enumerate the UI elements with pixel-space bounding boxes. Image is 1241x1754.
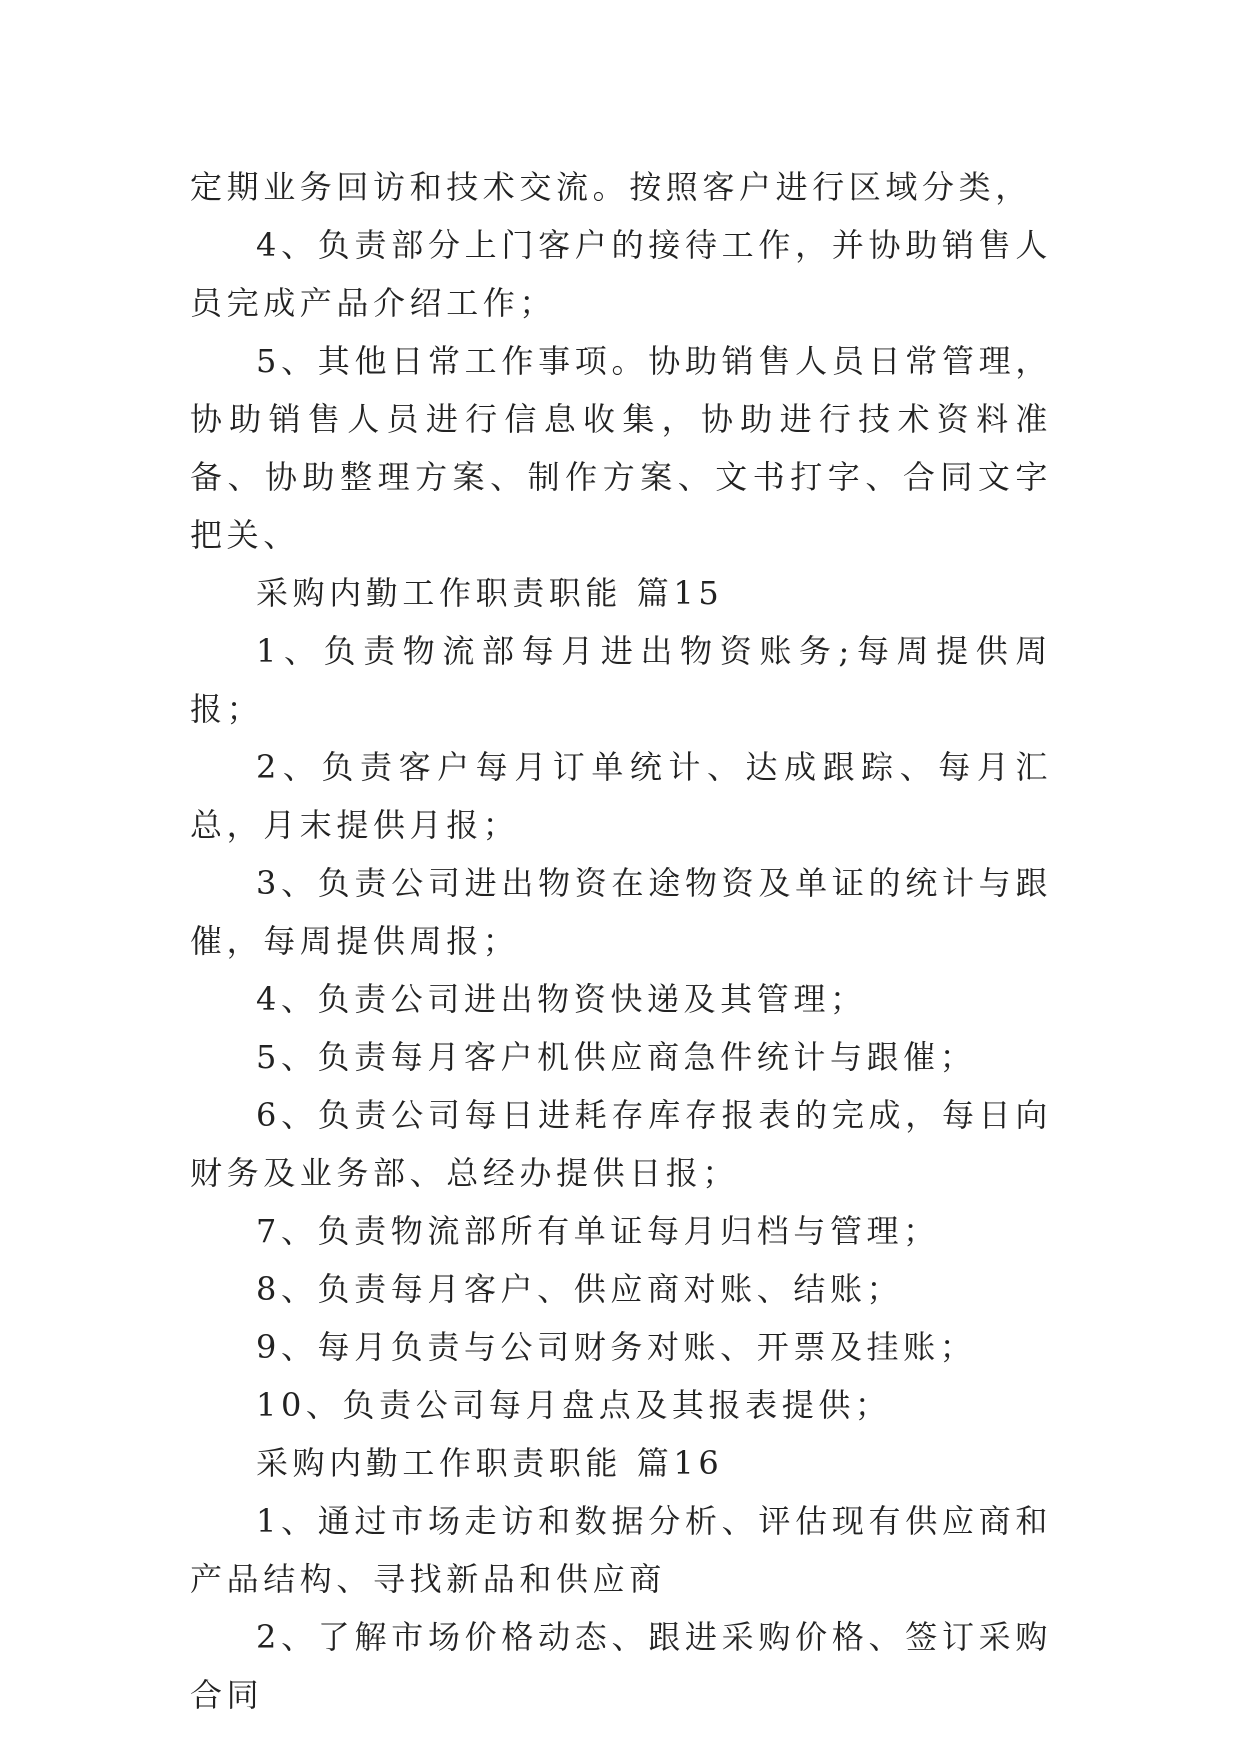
list-item: 5、其他日常工作事项。协助销售人员日常管理，协助销售人员进行信息收集，协助进行技术资料准备、协助整理方案、制作方案、文书打字、合同文字把关、 [190,342,1052,554]
list-item: 3、负责公司进出物资在途物资及单证的统计与跟催，每周提供周报； [190,864,1052,960]
list-item: 8、负责每月客户、供应商对账、结账； [256,1270,904,1308]
list-item: 9、每月负责与公司财务对账、开票及挂账； [256,1328,977,1366]
list-item: 6、负责公司每日进耗存库存报表的完成，每日向财务及业务部、总经办提供日报； [190,1096,1052,1192]
list-item: 1、负责物流部每月进出物资账务;每周提供周报； [190,632,1052,728]
list-item: 10、负责公司每月盘点及其报表提供； [256,1386,892,1424]
list-item: 1、通过市场走访和数据分析、评估现有供应商和产品结构、寻找新品和供应商 [190,1502,1052,1598]
section-heading-16: 采购内勤工作职责职能 篇16 [256,1444,724,1482]
list-item: 4、负责部分上门客户的接待工作，并协助销售人员完成产品介绍工作； [190,226,1052,322]
list-item: 2、负责客户每月订单统计、达成跟踪、每月汇总，月末提供月报； [190,748,1052,844]
section-heading-15: 采购内勤工作职责职能 篇15 [256,574,724,612]
list-item: 5、负责每月客户机供应商急件统计与跟催； [256,1038,977,1076]
list-item: 2、了解市场价格动态、跟进采购价格、签订采购合同 [190,1618,1052,1714]
paragraph-continuation: 定期业务回访和技术交流。按照客户进行区域分类， [190,168,1032,206]
document-body [190,158,1052,1724]
list-item: 4、负责公司进出物资快递及其管理； [256,980,867,1018]
list-item: 7、负责物流部所有单证每月归档与管理； [256,1212,940,1250]
